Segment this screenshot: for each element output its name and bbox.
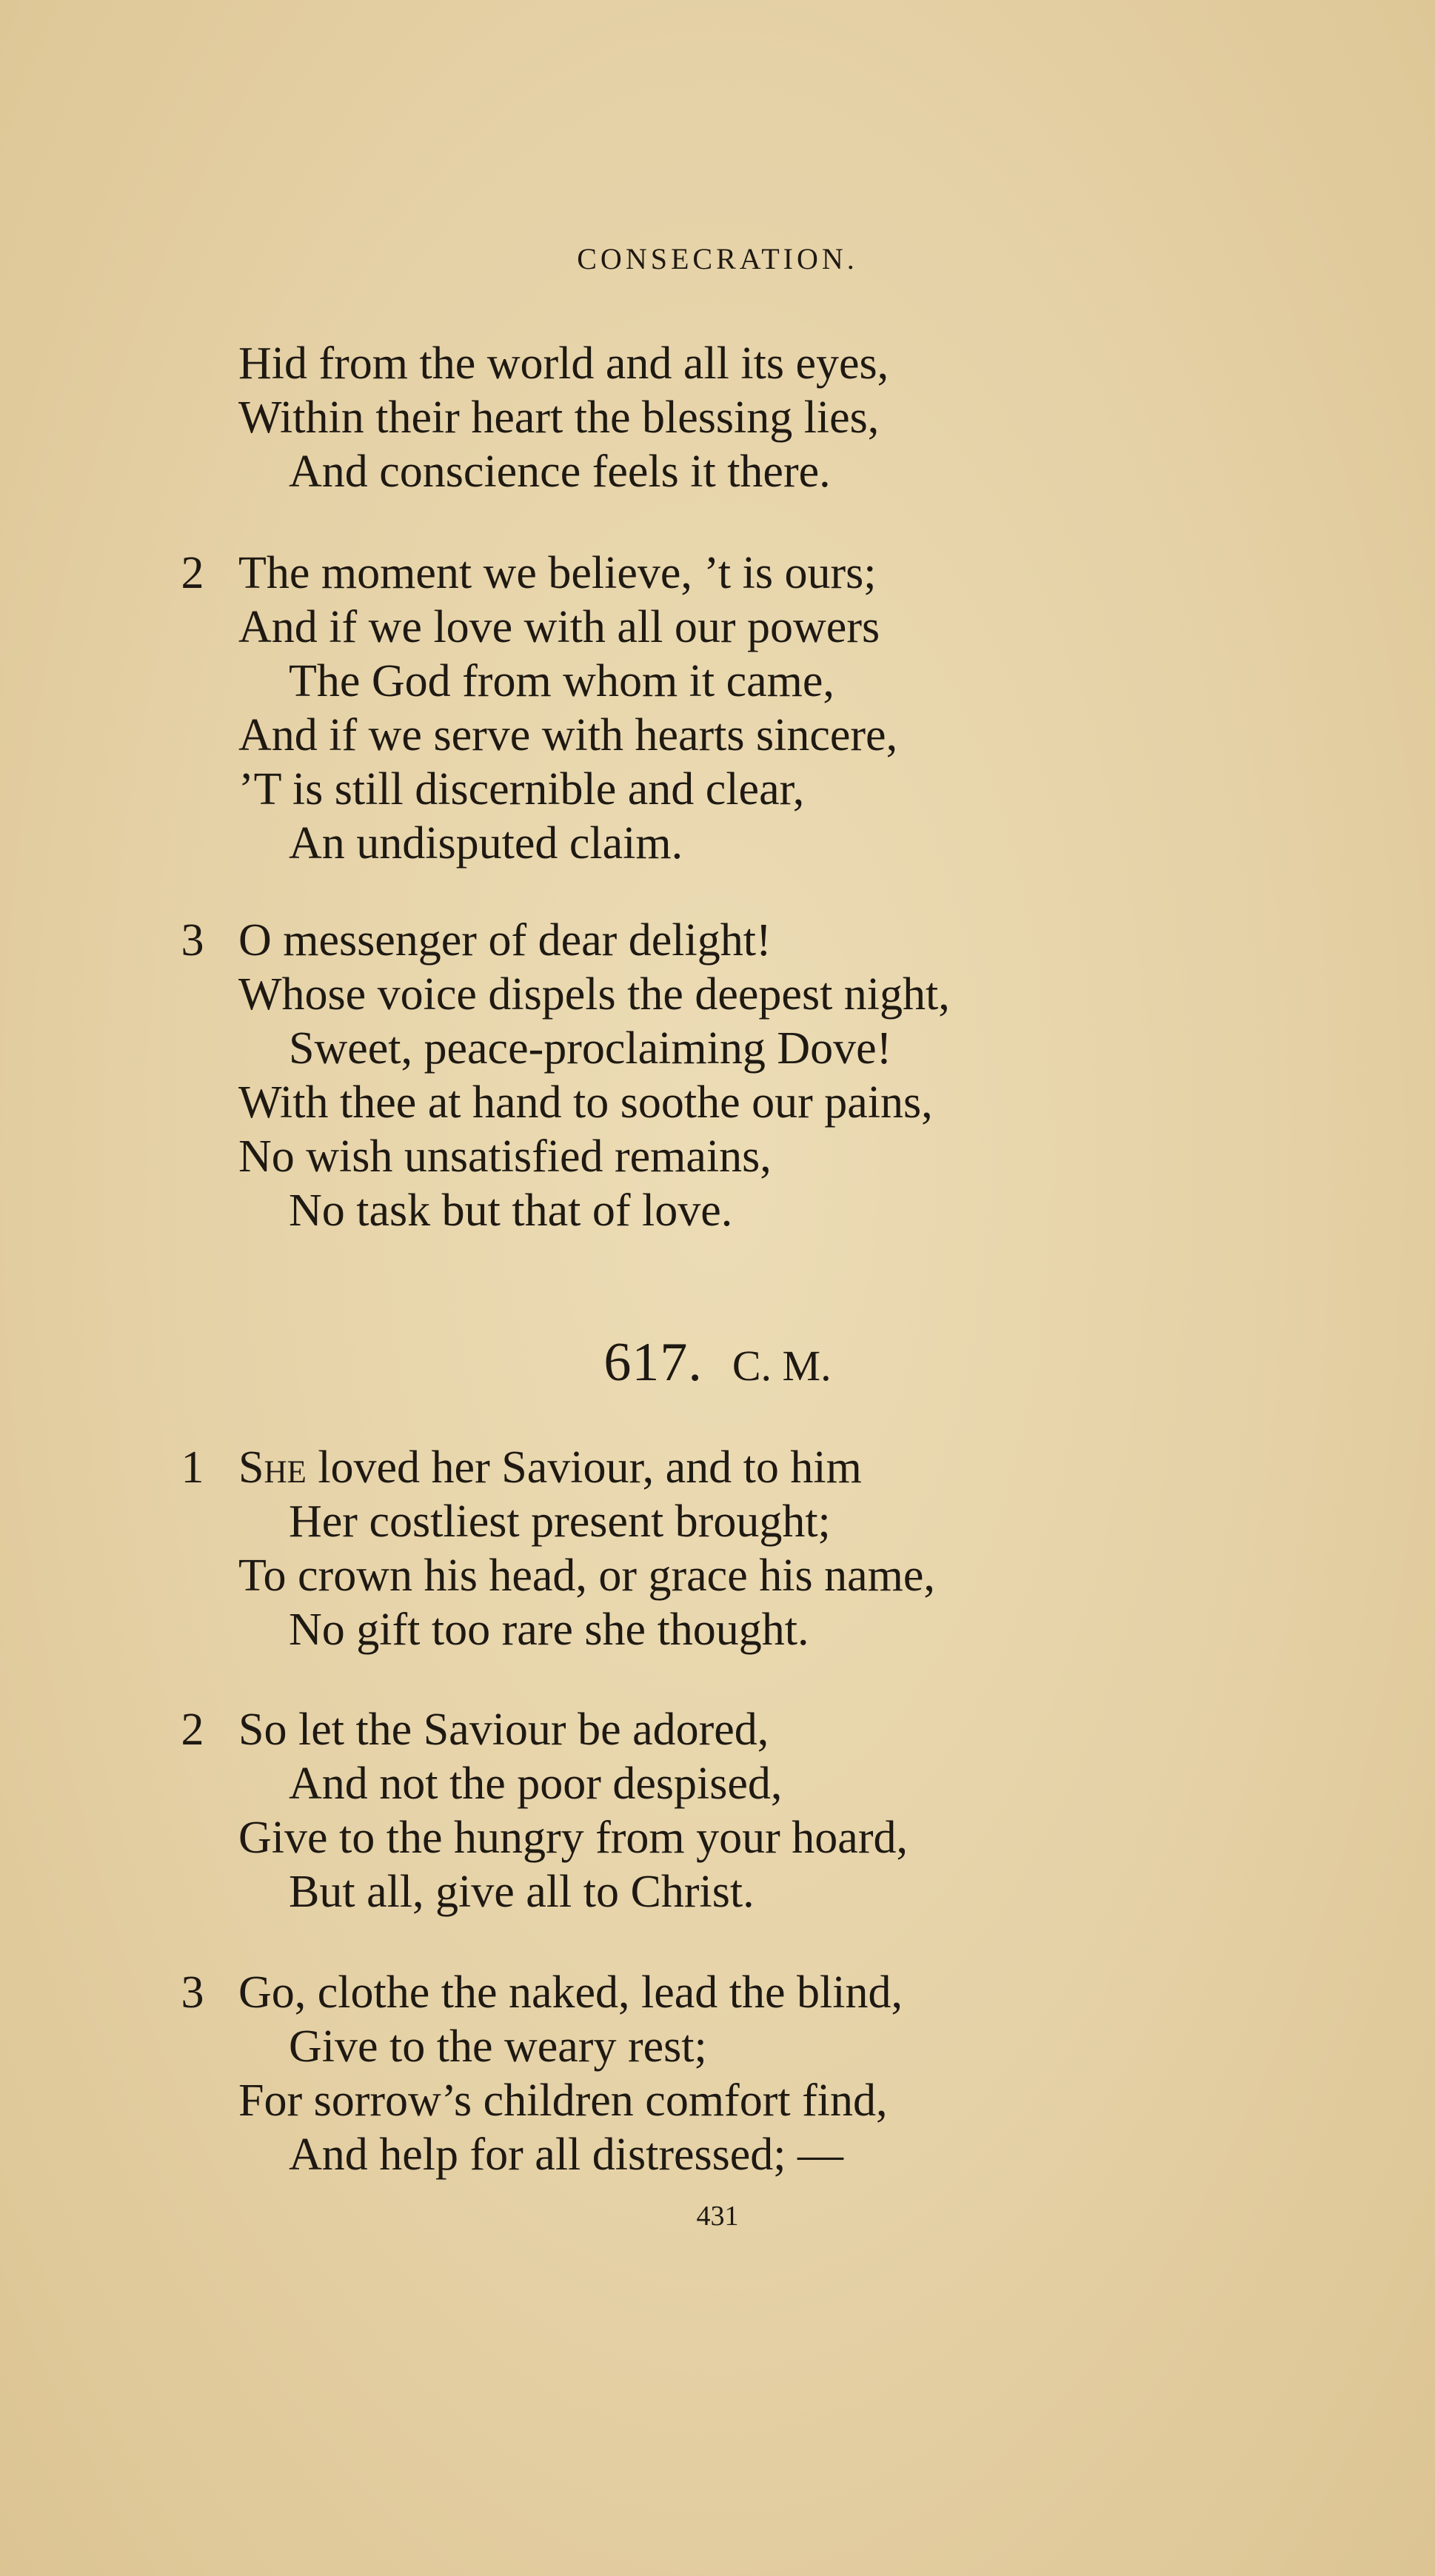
verse-line-text: Go, clothe the naked, lead the blind, xyxy=(238,1967,903,2018)
verse-line: Give to the weary rest; xyxy=(289,2021,707,2072)
verse-line: Hid from the world and all its eyes, xyxy=(238,338,889,389)
verse-line: To crown his head, or grace his name, xyxy=(238,1550,935,1601)
hymn-number: 617. xyxy=(603,1332,703,1393)
verse-line: No wish unsatisfied remains, xyxy=(238,1131,772,1182)
verse-line: Her costliest present brought; xyxy=(289,1496,831,1547)
verse-line-text: So let the Saviour be adored, xyxy=(238,1704,769,1755)
verse-line: And not the poor despised, xyxy=(289,1759,783,1809)
verse-number: 2 xyxy=(181,1704,204,1755)
verse-line xyxy=(170,1703,1148,1757)
verse-line: And if we serve with hearts sincere, xyxy=(238,710,898,760)
verse-line: And help for all distressed; — xyxy=(289,2130,844,2180)
verse-line: ’T is still discernible and clear, xyxy=(238,764,805,814)
verse-number: 2 xyxy=(181,548,204,598)
verse-line: The God from whom it came, xyxy=(289,656,834,706)
verse-number: 3 xyxy=(181,1967,204,2018)
verse-line-text: The moment we believe, ’t is ours; xyxy=(238,548,877,598)
verse-line: An undisputed claim. xyxy=(289,818,683,869)
verse-number: 3 xyxy=(181,915,204,966)
hymn-meter: C. M. xyxy=(732,1342,832,1390)
page-number: 431 xyxy=(696,2201,739,2232)
verse-line xyxy=(170,1966,1148,2020)
stanza-prev-2 xyxy=(170,546,1148,871)
continued-stanza xyxy=(170,337,1148,499)
hymn-heading xyxy=(0,1325,1435,1403)
verse-number: 1 xyxy=(181,1442,204,1493)
verse-line: And if we love with all our powers xyxy=(238,602,880,652)
verse-line: Give to the hungry from your hoard, xyxy=(238,1813,908,1863)
hymn-stanza-2 xyxy=(170,1703,1148,1919)
verse-line-text: loved her Saviour, and to him xyxy=(306,1442,862,1493)
hymn-stanza-3 xyxy=(170,1966,1148,2182)
verse-line: Sweet, peace-proclaiming Dove! xyxy=(289,1023,892,1074)
hymn-stanza-1 xyxy=(170,1441,1148,1657)
first-word: She xyxy=(238,1442,307,1493)
verse-line xyxy=(170,1441,1148,1495)
verse-line: But all, give all to Christ. xyxy=(289,1867,755,1917)
verse-line xyxy=(170,914,1148,968)
verse-line: Whose voice dispels the deepest night, xyxy=(238,969,950,1020)
verse-line xyxy=(170,546,1148,600)
verse-line: And conscience feels it there. xyxy=(289,446,831,497)
verse-line: Within their heart the blessing lies, xyxy=(238,392,880,443)
verse-line-text: O messenger of dear delight! xyxy=(238,915,772,966)
verse-line: With thee at hand to soothe our pains, xyxy=(238,1077,933,1128)
verse-line: No task but that of love. xyxy=(289,1185,733,1236)
verse-line: No gift too rare she thought. xyxy=(289,1605,809,1655)
verse-line: For sorrow’s children comfort find, xyxy=(238,2075,888,2126)
stanza-prev-3 xyxy=(170,914,1148,1238)
running-head: CONSECRATION. xyxy=(577,242,858,275)
